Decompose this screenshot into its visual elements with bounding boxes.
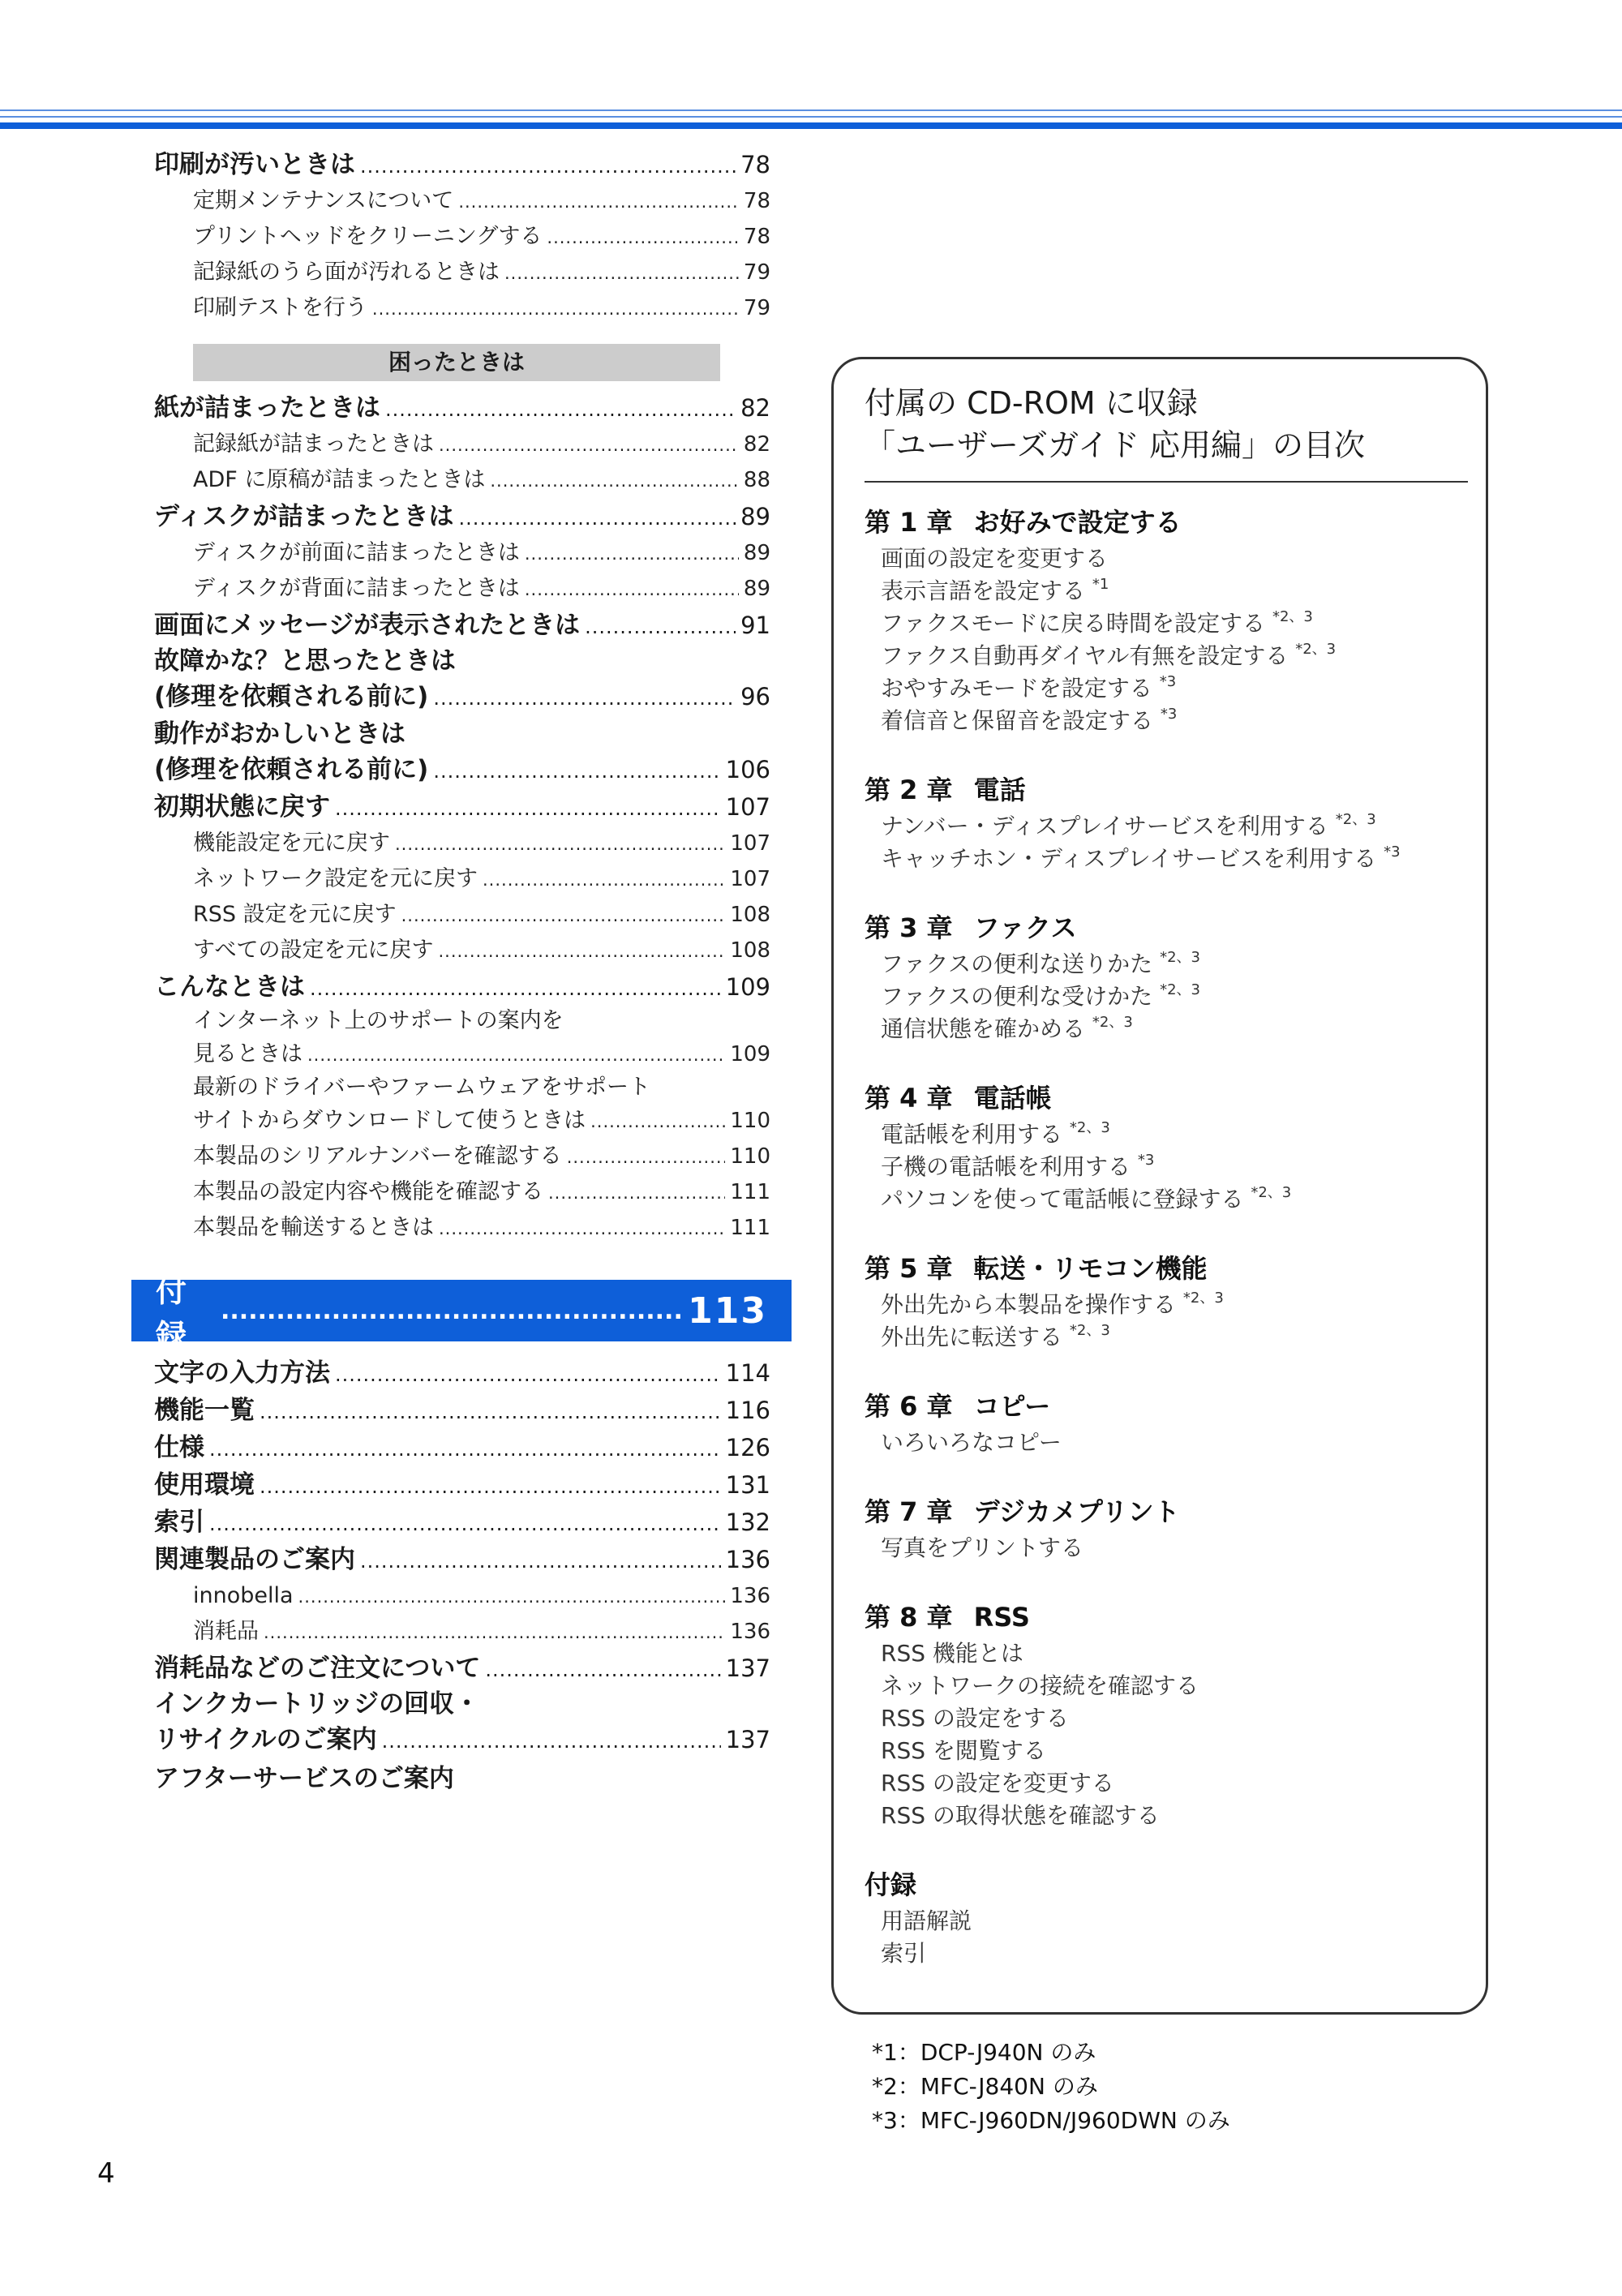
chapter-item-text: RSS 機能とは [881,1640,1023,1667]
leader-dots [372,291,739,327]
chapter-item-text: RSS の設定を変更する [881,1770,1114,1796]
toc-page-number: 89 [743,577,770,601]
toc-page-number: 89 [740,503,770,530]
chapter-item[interactable] [865,948,1463,981]
toc-entry-label: 本製品を輸送するときは [193,1215,434,1240]
toc-left-bottom [154,1354,770,1796]
toc-subentry[interactable] [154,1174,770,1210]
toc-entry-internet-support[interactable] [154,1006,770,1072]
chapter-item[interactable] [865,1735,1463,1767]
toc-subentry[interactable] [154,826,770,861]
toc-entry-label: 消耗品などのご注文について [154,1654,481,1683]
chapter-item-text: ファクスの便利な受けかた [881,983,1161,1010]
toc-page-number: 89 [743,541,770,565]
chapter-number: 第 4 章 [865,1083,953,1114]
toc-entry-label: innobella [193,1583,294,1608]
leader-dots [360,1543,721,1580]
leader-dots [360,148,736,185]
toc-page-number: 82 [740,394,770,422]
chapter-section [865,1597,1463,1832]
toc-page-number: 88 [743,468,770,492]
toc-entry-label: すべての設定を元に戻す [193,938,434,963]
chapter-heading[interactable] [865,1078,1463,1118]
chapter-number: 第 8 章 [865,1602,953,1633]
appendix-page-number: 113 [688,1290,767,1332]
toc-entry-line1: インターネット上のサポートの案内を [193,1008,564,1033]
chapter-item[interactable] [865,672,1463,705]
toc-entry-label: 文字の入力方法 [154,1358,330,1388]
toc-page-number: 79 [743,296,770,320]
toc-group-appendix [154,1354,770,1687]
footnotes [872,2036,1230,2138]
leader-dots [260,1393,721,1431]
toc-entry[interactable] [154,146,770,183]
toc-subentry[interactable] [154,290,770,326]
toc-group-reset [154,788,770,1006]
toc-entry-line1: 故障かな？と思ったときは [154,646,456,676]
toc-entry[interactable] [154,607,770,644]
toc-subentry[interactable] [154,1614,770,1650]
toc-page-number: 107 [730,831,770,856]
toc-entry-label: ADF に原稿が詰まったときは [193,467,486,492]
chapter-title: コピー [973,1391,1051,1422]
toc-entry[interactable] [154,1541,770,1578]
box-title-line2: 「ユーザーズガイド 応用編」の目次 [865,427,1366,463]
chapter-item[interactable] [865,543,1463,575]
top-rule-thin-2 [0,116,1622,118]
chapter-item-text: いろいろなコピー [881,1429,1062,1456]
footnote-marker: *3 [1137,1152,1155,1169]
toc-entry-label: 索引 [154,1508,204,1537]
toc-page-number: 108 [730,938,770,963]
footnote-marker: *2、3 [1069,1119,1110,1136]
leader-dots [567,1139,726,1175]
toc-entry-label: ディスクが背面に詰まったときは [193,576,520,601]
footnote-marker: *1 [1092,576,1109,593]
toc-page-number: 136 [730,1620,770,1644]
toc-page-number: 110 [730,1144,770,1169]
leader-dots [310,970,721,1007]
leader-dots [525,536,739,572]
toc-entry-line1: 動作がおかしいときは [154,719,406,749]
toc-page-number: 78 [740,151,770,178]
toc-page-number: 106 [725,756,770,783]
toc-subentry[interactable] [154,933,770,968]
leader-dots [209,1505,721,1543]
footnote-marker: *2、3 [1160,981,1200,998]
toc-entry-ink-recycle[interactable] [154,1687,770,1758]
box-title-divider [865,481,1468,483]
footnote: *2：MFC-J840N のみ [872,2073,1098,2100]
footnote: *3：MFC-J960DN/J960DWN のみ [872,2107,1230,2134]
chapter-section [865,1865,1463,1970]
leader-dots [307,1037,725,1073]
chapter-section [865,908,1463,1045]
chapter-heading[interactable] [865,502,1463,543]
toc-page-number: 107 [725,793,770,821]
toc-page-number: 109 [725,973,770,1001]
toc-page-number: 126 [725,1434,770,1461]
toc-entry-label: 記録紙が詰まったときは [193,431,434,457]
chapter-item[interactable] [865,810,1463,843]
toc-entry-label: 定期メンテナンスについて [193,188,454,213]
footnote-marker: *2、3 [1335,811,1376,828]
toc-entry-label: ネットワーク設定を元に戻す [193,866,478,891]
chapter-title: 電話 [973,775,1026,805]
toc-entry-label: 紙が詰まったときは [154,393,380,423]
chapter-number: 第 6 章 [865,1391,953,1422]
toc-entry[interactable] [154,1392,770,1429]
toc-entry[interactable] [154,1429,770,1466]
chapter-title: デジカメプリント [973,1496,1180,1527]
toc-page-number: 136 [730,1584,770,1608]
chapter-item[interactable] [865,1670,1463,1702]
leader-dots [590,1104,725,1139]
leader-dots [490,463,739,499]
appendix-bar[interactable] [131,1273,792,1354]
leader-dots [433,753,720,790]
toc-entry-line2: (修理を依頼される前に) [154,755,429,784]
leader-dots [221,1297,684,1325]
top-rule-thin-1 [0,109,1622,111]
toc-page-number: 132 [725,1508,770,1536]
toc-subentry[interactable] [154,535,770,571]
toc-page-number: 79 [743,260,770,285]
toc-entry-label: ディスクが前面に詰まったときは [193,540,520,565]
chapter-heading[interactable] [865,1386,1463,1427]
leader-dots [483,862,725,898]
toc-entry-line2: 見るときは [193,1041,303,1066]
footnote-marker: *2、3 [1251,1184,1292,1201]
chapter-section [865,1078,1463,1216]
toc-entry[interactable] [154,1354,770,1392]
chapter-item[interactable] [865,1532,1463,1564]
footnote-marker: *2、3 [1272,608,1313,625]
chapter-item[interactable] [865,1767,1463,1800]
toc-page-number: 116 [725,1397,770,1424]
chapter-item[interactable] [865,1183,1463,1216]
leader-dots [382,1723,721,1760]
toc-entry-label: 関連製品のご案内 [154,1545,355,1574]
footnote-marker: *2、3 [1295,641,1337,658]
toc-entry-label: プリントヘッドをクリーニングする [193,224,543,249]
chapter-section [865,1248,1463,1354]
chapter-item-text: 子機の電話帳を利用する [881,1153,1138,1180]
chapter-item-text: ファクスモードに戻る時間を設定する [881,610,1272,637]
toc-subentry[interactable] [154,897,770,933]
toc-entry-label: 初期状態に戻す [154,792,330,822]
chapter-section [865,1491,1463,1564]
top-rule-thick [0,122,1622,129]
chapter-item[interactable] [865,1905,1463,1938]
chapter-item-text: 用語解説 [881,1908,972,1934]
toc-page-number: 137 [725,1654,770,1682]
footnote: *1：DCP-J940N のみ [872,2039,1096,2066]
footnote-marker: *2、3 [1069,1322,1110,1339]
toc-entry-label: ディスクが詰まったときは [154,502,454,531]
appendix-label: 付録 [156,1273,205,1354]
toc-group-jams [154,389,770,644]
toc-entry[interactable] [154,1504,770,1541]
toc-page-number: 82 [743,432,770,457]
toc-entry-label: 使用環境 [154,1470,255,1500]
toc-entry-driver-download[interactable] [154,1072,770,1139]
chapter-item[interactable] [865,1118,1463,1151]
page-number: 4 [97,2157,115,2190]
chapter-item[interactable] [865,1289,1463,1321]
toc-entry-malfunction[interactable] [154,644,770,715]
chapter-heading[interactable] [865,1491,1463,1532]
toc-subentry[interactable] [154,183,770,219]
toc-entry-label: 仕様 [154,1433,204,1462]
toc-entry[interactable] [154,498,770,535]
toc-page-number: 78 [743,225,770,249]
footnote-marker: *3 [1159,673,1177,690]
toc-entry[interactable] [154,389,770,427]
chapter-title: 電話帳 [973,1083,1052,1114]
chapter-item-text: 写真をプリントする [881,1534,1084,1561]
chapter-item[interactable] [865,575,1463,607]
toc-page-number: 111 [730,1180,770,1204]
leader-dots [548,1175,725,1211]
chapter-item[interactable] [865,705,1463,737]
chapter-item[interactable] [865,1151,1463,1183]
chapter-item[interactable] [865,1013,1463,1045]
toc-subentry[interactable] [154,571,770,607]
leader-dots [335,790,721,827]
chapter-item-text: ファクス自動再ダイヤル有無を設定する [881,642,1296,669]
chapter-item-text: RSS を閲覧する [881,1737,1046,1764]
leader-dots [504,255,739,291]
chapter-section [865,770,1463,875]
chapter-item-text: ネットワークの接続を確認する [881,1672,1199,1699]
toc-page-number: 96 [740,683,770,710]
toc-entry[interactable] [154,788,770,826]
leader-dots [433,680,736,717]
leader-dots [335,1356,721,1393]
toc-subentry[interactable] [154,1210,770,1246]
toc-subentry[interactable] [154,462,770,498]
toc-entry-label: 消耗品 [193,1619,259,1644]
chapter-item-text: おやすみモードを設定する [881,675,1160,702]
chapter-section [865,1386,1463,1459]
toc-subentry[interactable] [154,861,770,897]
chapter-number: 第 7 章 [865,1496,953,1527]
toc-page-number: 111 [730,1216,770,1240]
toc-entry-label: 機能設定を元に戻す [193,830,390,856]
chapter-item-text: 画面の設定を変更する [881,545,1109,572]
toc-entry-label: 本製品のシリアルナンバーを確認する [193,1144,562,1169]
chapter-item[interactable] [865,981,1463,1013]
leader-dots [260,1468,721,1505]
toc-entry-label: 印刷が汚いときは [154,150,355,179]
toc-entry-label: 機能一覧 [154,1396,255,1425]
chapter-number: 第 5 章 [865,1253,953,1284]
chapter-heading[interactable] [865,1597,1463,1637]
toc-entry-label: 記録紙のうら面が汚れるときは [193,260,500,285]
leader-dots [547,220,739,255]
toc-subentry[interactable] [154,1578,770,1614]
toc-group-product [154,1139,770,1246]
toc-page-number: 108 [730,903,770,927]
chapter-item[interactable] [865,1938,1463,1970]
toc-page-number: 137 [725,1726,770,1753]
toc-page-number: 110 [730,1109,770,1133]
leader-dots [438,933,725,969]
leader-dots [485,1651,720,1689]
chapter-item-text: 外出先から本製品を操作する [881,1291,1183,1318]
chapter-title: お好みで設定する [973,507,1182,538]
footnote-marker: *2、3 [1092,1014,1133,1031]
toc-entry-label: こんなときは [154,972,305,1002]
leader-dots [385,391,736,428]
toc-group-print-dirty [154,146,770,326]
chapter-heading[interactable] [865,770,1463,810]
toc-entry-label: 本製品の設定内容や機能を確認する [193,1179,543,1204]
chapter-number: 第 1 章 [865,507,953,538]
chapter-item-text: RSS の設定をする [881,1705,1069,1732]
chapter-item[interactable] [865,843,1463,875]
leader-dots [525,572,739,607]
toc-entry[interactable] [154,968,770,1006]
leader-dots [401,898,726,933]
toc-subentry[interactable] [154,255,770,290]
leader-dots [439,1211,725,1247]
chapter-item[interactable] [865,1427,1463,1459]
toc-entry-line2: リサイクルのご案内 [154,1725,377,1754]
toc-page-number: 136 [725,1546,770,1573]
chapter-item-text: ファクスの便利な送りかた [881,951,1161,977]
chapter-item-text: 索引 [881,1940,927,1967]
chapter-title: RSS [973,1602,1030,1633]
toc-entry[interactable] [154,1466,770,1504]
chapter-item-text: キャッチホン・ディスプレイサービスを利用する [881,845,1384,872]
section-header-troubles: 困ったときは [193,344,720,381]
toc-subentry[interactable] [154,1139,770,1174]
toc-entry-label: RSS 設定を元に戻す [193,902,397,927]
toc-left-top [154,146,770,1246]
chapter-item[interactable] [865,1321,1463,1354]
toc-entry-line2: (修理を依頼される前に) [154,682,429,711]
toc-entry[interactable] [154,1650,770,1687]
toc-page-number: 78 [743,189,770,213]
chapter-item-text: パソコンを使って電話帳に登録する [881,1186,1251,1212]
footnote-marker: *2、3 [1182,1290,1224,1307]
toc-entry-line2: サイトからダウンロードして使うときは [193,1108,586,1133]
chapter-heading[interactable] [865,1865,1463,1905]
toc-page-number: 131 [725,1471,770,1499]
chapter-heading[interactable] [865,1248,1463,1289]
leader-dots [395,826,725,862]
chapter-item[interactable] [865,1702,1463,1735]
user-guide-contents-box [831,357,1488,2015]
chapter-title: 転送・リモコン機能 [973,1253,1208,1284]
chapter-number: 第 2 章 [865,775,953,805]
footnote-marker: *3 [1384,843,1401,860]
chapter-item[interactable] [865,1637,1463,1670]
toc-entry-line1: インクカートリッジの回収・ [154,1689,480,1719]
chapter-item-text: 表示言語を設定する [881,577,1092,604]
leader-dots [298,1579,726,1615]
box-title-line1: 付属の CD-ROM に収録 [865,385,1198,421]
chapter-section [865,502,1463,737]
chapter-item-text: ナンバー・ディスプレイサービスを利用する [881,813,1336,839]
toc-subentry[interactable] [154,219,770,255]
chapter-item[interactable] [865,640,1463,672]
chapter-item-text: 通信状態を確かめる [881,1015,1092,1042]
chapter-title: ファクス [973,912,1077,943]
leader-dots [439,427,739,463]
toc-page-number: 107 [730,867,770,891]
chapter-item-text: 外出先に転送する [881,1324,1070,1350]
chapter-heading[interactable] [865,908,1463,948]
chapter-number: 付録 [865,1869,917,1900]
chapter-item[interactable] [865,607,1463,640]
toc-entry-label: 印刷テストを行う [193,295,367,320]
leader-dots [459,500,736,537]
chapter-number: 第 3 章 [865,912,953,943]
footnote-marker: *3 [1160,706,1178,723]
footnote-marker: *2、3 [1160,949,1200,966]
chapter-item-text: 着信音と保留音を設定する [881,707,1161,734]
toc-page-number: 114 [725,1359,770,1387]
leader-dots [264,1615,725,1650]
leader-dots [209,1431,721,1468]
toc-entry-label: 画面にメッセージが表示されたときは [154,611,581,640]
chapter-item-text: RSS の取得状態を確認する [881,1802,1160,1829]
chapter-list [865,502,1463,1970]
toc-page-number: 91 [740,612,770,639]
chapter-item[interactable] [865,1800,1463,1832]
leader-dots [585,608,736,646]
toc-entry-odd-behavior[interactable] [154,717,770,788]
toc-subentry[interactable] [154,427,770,462]
toc-entry-line1: 最新のドライバーやファームウェアをサポート [193,1075,651,1100]
toc-page-number: 109 [730,1042,770,1066]
leader-dots [458,184,739,220]
chapter-item-text: 電話帳を利用する [881,1121,1070,1148]
toc-entry-after-service[interactable]: アフターサービスのご案内 [154,1764,454,1793]
